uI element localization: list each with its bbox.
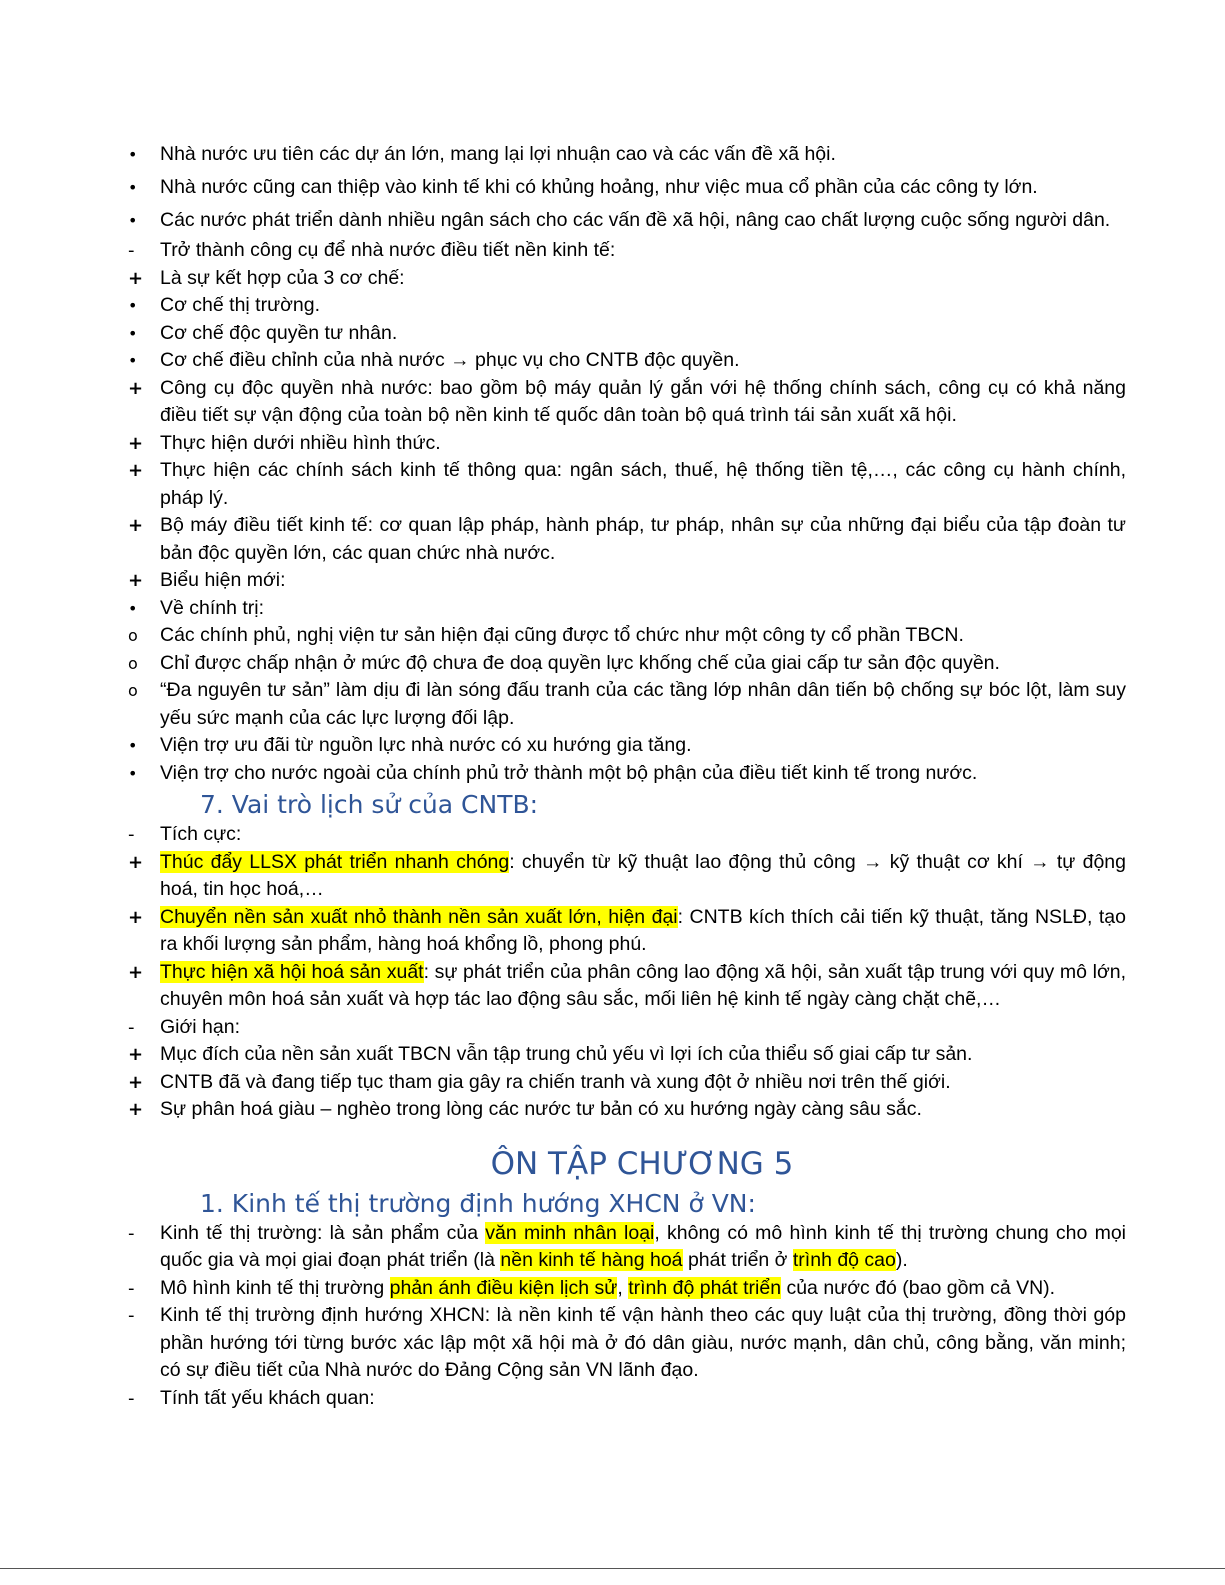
- list-item-text: ,: [617, 1276, 629, 1299]
- list-item-text: phát triển ở: [682, 1249, 793, 1271]
- highlighted-text: phản ánh điều kiện lịch sử: [389, 1276, 618, 1299]
- bullet-marker: •: [128, 178, 138, 197]
- list-item: [128, 457, 1126, 512]
- list-item-text: Cơ chế điều chỉnh của nhà nước → phục vụ cho CNTB độc quyền.: [160, 349, 740, 371]
- highlighted-text: nền kinh tế hàng hoá: [500, 1249, 683, 1271]
- list-item: [128, 171, 1126, 204]
- plus-marker: +: [128, 267, 144, 289]
- list-item-text: CNTB đã và đang tiếp tục tham gia gây ra chiến tranh và xung đột ở nhiều nơi trên thế giới.: [160, 1070, 951, 1093]
- list-item-text: Chỉ được chấp nhận ở mức độ chưa đe doạ quyền lực khống chế của giai cấp tư sản độc quyền.: [160, 651, 1000, 674]
- plus-marker: +: [128, 460, 144, 481]
- plus-marker: +: [128, 1044, 144, 1065]
- highlighted-text: văn minh nhân loại: [485, 1221, 655, 1244]
- list-item: [128, 204, 1126, 237]
- list-item-text: Trở thành công cụ để nhà nước điều tiết nền kinh tế:: [160, 239, 616, 261]
- dash-marker: -: [128, 1305, 135, 1326]
- dash-marker: -: [128, 240, 135, 261]
- list-item-text: Tích cực:: [160, 823, 242, 845]
- list-item-text: của nước đó (bao gồm cả VN).: [781, 1276, 1056, 1299]
- chapter-title: ÔN TẬP CHƯƠNG 5: [490, 1145, 794, 1182]
- list-item-text: Mục đích của nền sản xuất TBCN vẫn tập trung chủ yếu vì lợi ích của thiểu số giai cấp tư sản.: [160, 1043, 973, 1065]
- list-item-text: Các chính phủ, nghị viện tư sản hiện đại cũng được tổ chức như một công ty cổ phần TBCN.: [160, 624, 964, 646]
- bullet-marker: •: [128, 145, 138, 164]
- list-item: [128, 595, 1126, 623]
- list-item-text: Nhà nước cũng can thiệp vào kinh tế khi có khủng hoảng, như việc mua cổ phần của các công ty lớn.: [160, 176, 1038, 198]
- plus-marker: +: [128, 377, 144, 399]
- circle-marker: o: [128, 681, 138, 700]
- list-item-text: Nhà nước ưu tiên các dự án lớn, mang lại lợi nhuận cao và các vấn đề xã hội.: [160, 143, 836, 165]
- list-item: [128, 622, 1126, 650]
- list-item-text: “Đa nguyên tư sản” làm dịu đi làn sóng đấu tranh của các tầng lớp nhân dân tiến bộ chống sự bóc lột, làm suy yếu sức mạnh của các lực lượng đối lập.: [160, 679, 1126, 729]
- plus-marker: +: [128, 906, 144, 928]
- list-item: [128, 760, 1126, 788]
- highlighted-text: Thúc đẩy LLSX phát triển nhanh chóng: [160, 850, 510, 873]
- list-item-text: Bộ máy điều tiết kinh tế: cơ quan lập pháp, hành pháp, tư pháp, nhân sự của những đại biểu của tập đoàn tư bản độc quyền lớn, các quan chức nhà nước.: [160, 514, 1126, 564]
- highlighted-text: Chuyển nền sản xuất nhỏ thành nền sản xuất lớn, hiện đại: [160, 905, 678, 928]
- list-item-text: Mô hình kinh tế thị trường: [160, 1276, 390, 1299]
- list-item: [128, 1014, 1126, 1042]
- list-item-text: : sự phát triển của phân công lao động xã hội, sản xuất tập trung với quy mô lớn, chuyên môn hoá sản xuất và hợp tác lao động sâu sắc, mối liên hệ kinh tế ngày càng chặt chẽ,…: [160, 960, 1126, 1010]
- list-item: [128, 375, 1126, 430]
- list-item-text: Sự phân hoá giàu – nghèo trong lòng các nước tư bản có xu hướng ngày càng sâu sắc.: [160, 1098, 922, 1120]
- plus-marker: +: [128, 961, 144, 983]
- list-item: [128, 237, 1126, 265]
- plus-marker: +: [128, 432, 144, 454]
- list-item: [128, 959, 1126, 1014]
- list-item-text: Công cụ độc quyền nhà nước: bao gồm bộ máy quản lý gắn với hệ thống chính sách, công cụ có khả năng điều tiết sự vận động của toàn bộ nền kinh tế quốc dân toàn bộ quá trình tái sản xuất xã hội.: [160, 376, 1126, 426]
- list-item: [128, 320, 1126, 348]
- bullet-marker: •: [128, 351, 138, 370]
- bullet-marker: •: [128, 211, 138, 230]
- plus-marker: +: [128, 851, 144, 873]
- list-item: [128, 849, 1126, 904]
- list-item: [128, 1302, 1126, 1385]
- list-item: [128, 732, 1126, 760]
- list-item: [128, 650, 1126, 678]
- list-item: [128, 265, 1126, 293]
- list-item-text: Giới hạn:: [160, 1015, 240, 1038]
- list-item-text: Kinh tế thị trường: là sản phẩm của: [160, 1221, 486, 1244]
- list-item-text: Là sự kết hợp của 3 cơ chế:: [160, 266, 405, 289]
- bullet-marker: •: [128, 763, 138, 783]
- list-item: [128, 512, 1126, 567]
- list-item-text: Viện trợ cho nước ngoài của chính phủ trở thành một bộ phận của điều tiết kinh tế trong nước.: [160, 761, 978, 784]
- bullet-marker: •: [128, 323, 138, 343]
- list-item-text: : CNTB kích thích cải tiến kỹ thuật, tăng NSLĐ, tạo ra khối lượng sản phẩm, hàng hoá khổng lồ, phong phú.: [160, 905, 1126, 955]
- bullet-marker: •: [128, 296, 138, 315]
- list-item: [128, 567, 1126, 595]
- highlighted-text: trình độ phát triển: [628, 1276, 782, 1299]
- list-item-text: Cơ chế độc quyền tư nhân.: [160, 321, 398, 344]
- highlighted-text: trình độ cao: [792, 1249, 896, 1271]
- plus-marker: +: [128, 570, 144, 591]
- list-item: [128, 1220, 1126, 1275]
- list-item: [128, 138, 1126, 171]
- document-body: [128, 138, 1126, 1412]
- bullet-marker: •: [128, 736, 138, 755]
- dash-marker: -: [128, 1016, 135, 1038]
- circle-marker: o: [128, 653, 138, 673]
- section-heading-1: 1. Kinh tế thị trường định hướng XHCN ở VN:: [200, 1188, 756, 1218]
- list-item: [128, 821, 1126, 849]
- list-item-text: ).: [895, 1249, 908, 1271]
- list-item-text: Biểu hiện mới:: [160, 569, 286, 591]
- list-item: [128, 1069, 1126, 1097]
- list-item-text: Tính tất yếu khách quan:: [160, 1386, 375, 1409]
- plus-marker: +: [128, 1099, 144, 1120]
- list-item-text: Kinh tế thị trường định hướng XHCN: là nền kinh tế vận hành theo các quy luật của thị trường, đồng thời góp phần hướng tới từng bước xác lập một xã hội mà ở đó dân giàu, nước mạnh, dân chủ, công bằng, văn minh; có sự điều tiết của Nhà nước do Đảng Cộng sản VN lãnh đạo.: [160, 1304, 1126, 1381]
- list-item: [128, 347, 1126, 375]
- list-item-text: Thực hiện các chính sách kinh tế thông qua: ngân sách, thuế, hệ thống tiền tệ,…, các công cụ hành chính, pháp lý.: [160, 459, 1126, 509]
- list-item: [128, 1096, 1126, 1124]
- highlighted-text: Thực hiện xã hội hoá sản xuất: [160, 960, 424, 983]
- list-item-text: Thực hiện dưới nhiều hình thức.: [160, 431, 441, 454]
- list-item-text: , không có mô hình kinh tế thị trường chung cho mọi quốc gia và mọi giai đoạn phát triển (là: [160, 1221, 1126, 1271]
- list-item-text: Viện trợ ưu đãi từ nguồn lực nhà nước có xu hướng gia tăng.: [160, 734, 692, 756]
- list-item: [128, 430, 1126, 458]
- page-divider: [0, 1568, 1225, 1569]
- list-item: [128, 1385, 1126, 1413]
- list-item: [128, 1041, 1126, 1069]
- plus-marker: +: [128, 515, 144, 536]
- dash-marker: -: [128, 1277, 135, 1299]
- dash-marker: -: [128, 1387, 135, 1409]
- list-item-text: Các nước phát triển dành nhiều ngân sách cho các vấn đề xã hội, nâng cao chất lượng cuộc sống người dân.: [160, 209, 1111, 231]
- list-item-text: Về chính trị:: [160, 596, 265, 619]
- plus-marker: +: [128, 1071, 144, 1093]
- section-heading-7: 7. Vai trò lịch sử của CNTB:: [200, 790, 539, 819]
- bullet-marker: •: [128, 598, 138, 618]
- dash-marker: -: [128, 824, 135, 845]
- circle-marker: o: [128, 626, 138, 645]
- dash-marker: -: [128, 1222, 135, 1244]
- list-item-text: : chuyển từ kỹ thuật lao động thủ công → kỹ thuật cơ khí → tự động hoá, tin học hoá,…: [160, 850, 1126, 900]
- list-item: [128, 904, 1126, 959]
- list-item-text: Cơ chế thị trường.: [160, 294, 321, 316]
- list-item: [128, 677, 1126, 732]
- list-item: [128, 1275, 1126, 1303]
- list-item: [128, 292, 1126, 320]
